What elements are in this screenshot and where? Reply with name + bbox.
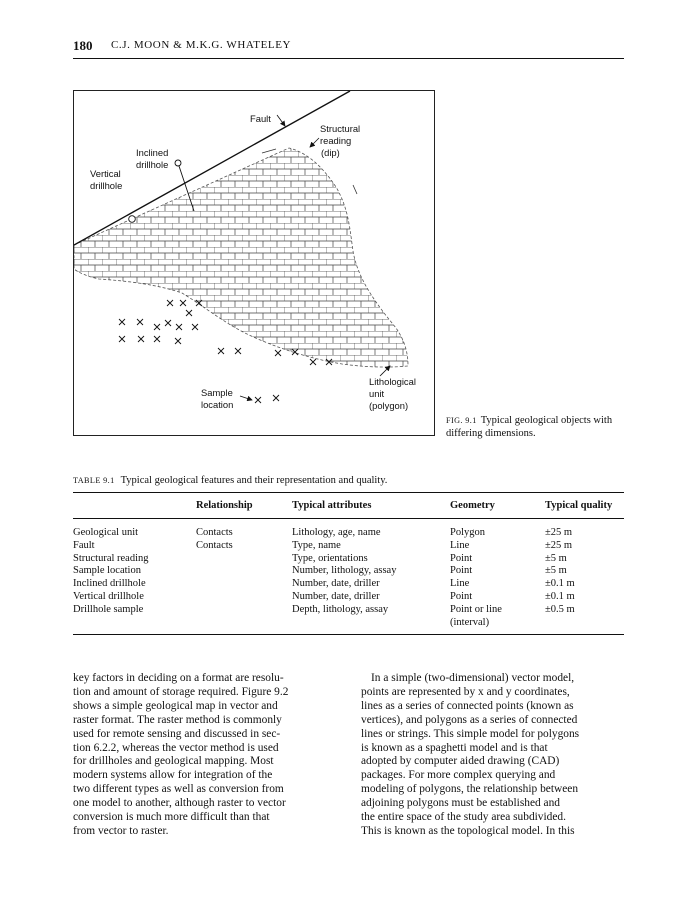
table-cell: Depth, lithology, assay (292, 603, 389, 615)
fault-leader-arrow (277, 115, 285, 126)
label-structural-line3: (dip) (321, 147, 340, 158)
inclined-drillhole-collar (175, 160, 181, 166)
figure-geological-objects (73, 90, 435, 436)
lithology-leader-arrow (380, 366, 390, 376)
label-structural-reading (320, 123, 360, 159)
table-cell: Contacts (196, 539, 233, 551)
table-cell: Line (450, 539, 470, 551)
table-cell: (interval) (450, 616, 490, 628)
sample-leader-arrow (240, 396, 252, 400)
table-col-attributes (292, 527, 396, 617)
text-line: points are represented by x and y coordinates, (361, 685, 570, 698)
text-line: for drillholes and geological mapping. Most (73, 755, 274, 768)
body-text-right-column (361, 672, 624, 839)
label-sample-line1: Sample (201, 387, 233, 398)
text-line: lines or strings. This simple model for polygons (361, 727, 580, 740)
table-cell: Line (450, 578, 470, 590)
text-line: modeling of polygons, the relationship between (361, 783, 579, 796)
label-sample-location (201, 387, 233, 411)
table-cell: Number, date, driller (292, 590, 380, 602)
table-cell: Point or line (450, 603, 502, 615)
label-lithological-unit (369, 376, 416, 412)
table-col-relationship (196, 527, 233, 553)
label-structural-line2: reading (320, 135, 352, 146)
label-vertical-drillhole (90, 168, 122, 192)
table-caption-number: TABLE 9.1 (73, 476, 115, 485)
text-line: key factors in deciding on a format are resolu- (73, 672, 284, 684)
text-line: shows a simple geological map in vector and (73, 699, 278, 712)
table-cell: Polygon (450, 527, 486, 538)
label-fault: Fault (250, 113, 271, 124)
table-cell: ±5 m (545, 565, 567, 577)
lithological-unit-polygon (74, 148, 408, 367)
table-col-feature (73, 527, 149, 617)
label-vertical-line1: Vertical (90, 168, 121, 179)
text-line: conversion is much more difficult than that (73, 811, 270, 824)
text-line: the entire space of the study area subdivided. (361, 811, 566, 824)
table-cell: Point (450, 552, 473, 564)
structural-reading-dip (262, 149, 276, 153)
text-line: tion and amount of storage required. Figure 9.2 (73, 685, 289, 698)
text-line: two different types as well as conversion from (73, 783, 284, 796)
table-caption-text: Typical geological features and their representation and quality. (120, 475, 388, 486)
table-row: Drillhole sample (73, 603, 144, 615)
table-top-rule (73, 492, 624, 493)
table-header-relationship: Relationship (196, 500, 253, 511)
table-cell: ±0.5 m (545, 603, 575, 615)
table-cell: Type, orientations (292, 552, 368, 564)
table-caption (73, 475, 387, 486)
running-header (73, 38, 624, 59)
text-line: lines as a series of connected points (known as (361, 699, 574, 712)
text-line: raster format. The raster method is commonly (73, 713, 282, 726)
table-row: Geological unit (73, 527, 139, 538)
label-litho-line1: Lithological (369, 376, 416, 387)
table-col-quality (545, 527, 575, 617)
table-row: Inclined drillhole (73, 578, 146, 590)
structural-leader-arrow (310, 138, 319, 147)
label-structural-line1: Structural (320, 123, 361, 134)
text-line: modern systems allow for integration of the (73, 769, 273, 782)
vertical-drillhole-point (129, 216, 136, 223)
table-cell: ±25 m (545, 527, 573, 538)
text-line: This is known as the topological model. In this (361, 824, 575, 837)
table-cell: ±25 m (545, 539, 573, 551)
label-litho-line2: unit (369, 388, 385, 399)
table-cell: ±0.1 m (545, 590, 575, 602)
table-header-attributes: Typical attributes (292, 500, 372, 511)
dip-tick (353, 185, 357, 194)
table-bottom-rule (73, 634, 624, 635)
table-cell: Type, name (292, 539, 341, 551)
table-cell: Point (450, 565, 473, 577)
text-line: In a simple (two-dimensional) vector model, (371, 672, 575, 684)
table-row: Sample location (73, 565, 141, 577)
table-cell: Point (450, 590, 473, 602)
table-row: Fault (73, 539, 95, 551)
figure-caption (446, 414, 626, 440)
text-line: one model to another, although raster to vector (73, 797, 286, 810)
table-header-quality: Typical quality (545, 500, 613, 511)
text-line: adjoining polygons must be established and (361, 797, 560, 810)
label-inclined-line2: drillhole (136, 159, 169, 170)
figure-caption-number: FIG. 9.1 (446, 416, 477, 425)
label-inclined-line1: Inclined (136, 147, 169, 158)
table-cell: Number, date, driller (292, 578, 380, 590)
table-header-geometry: Geometry (450, 500, 495, 511)
text-line: from vector to raster. (73, 824, 169, 837)
table-cell: ±5 m (545, 552, 567, 564)
table-cell: ±0.1 m (545, 578, 575, 590)
label-litho-line3: (polygon) (369, 400, 409, 411)
table-cell: Lithology, age, name (292, 527, 381, 538)
table-cell: Contacts (196, 527, 233, 538)
text-line: used for remote sensing and discussed in sec- (73, 727, 281, 740)
page-number: 180 (73, 38, 93, 53)
table-row: Structural reading (73, 552, 149, 564)
table-header-rule (73, 518, 624, 519)
running-head-authors: C.J. MOON & M.K.G. WHATELEY (111, 39, 292, 51)
text-line: packages. For more complex querying and (361, 769, 556, 782)
table-row: Vertical drillhole (73, 590, 144, 602)
text-line: tion 6.2.2, whereas the vector method is used (73, 741, 279, 754)
table-cell: Number, lithology, assay (292, 565, 397, 577)
text-line: is known as a spaghetti model and is that (361, 741, 548, 754)
label-vertical-line2: drillhole (90, 180, 123, 191)
label-sample-line2: location (201, 399, 234, 410)
body-text-left-column (73, 672, 336, 839)
text-line: vertices), and polygons as a series of connected (361, 713, 578, 726)
table-col-geometry (450, 527, 502, 629)
label-inclined-drillhole (136, 147, 168, 171)
text-line: adopted by computer aided drawing (CAD) (361, 755, 560, 768)
figure-caption-text: Typical geological objects with differing dimensions. (446, 415, 613, 439)
